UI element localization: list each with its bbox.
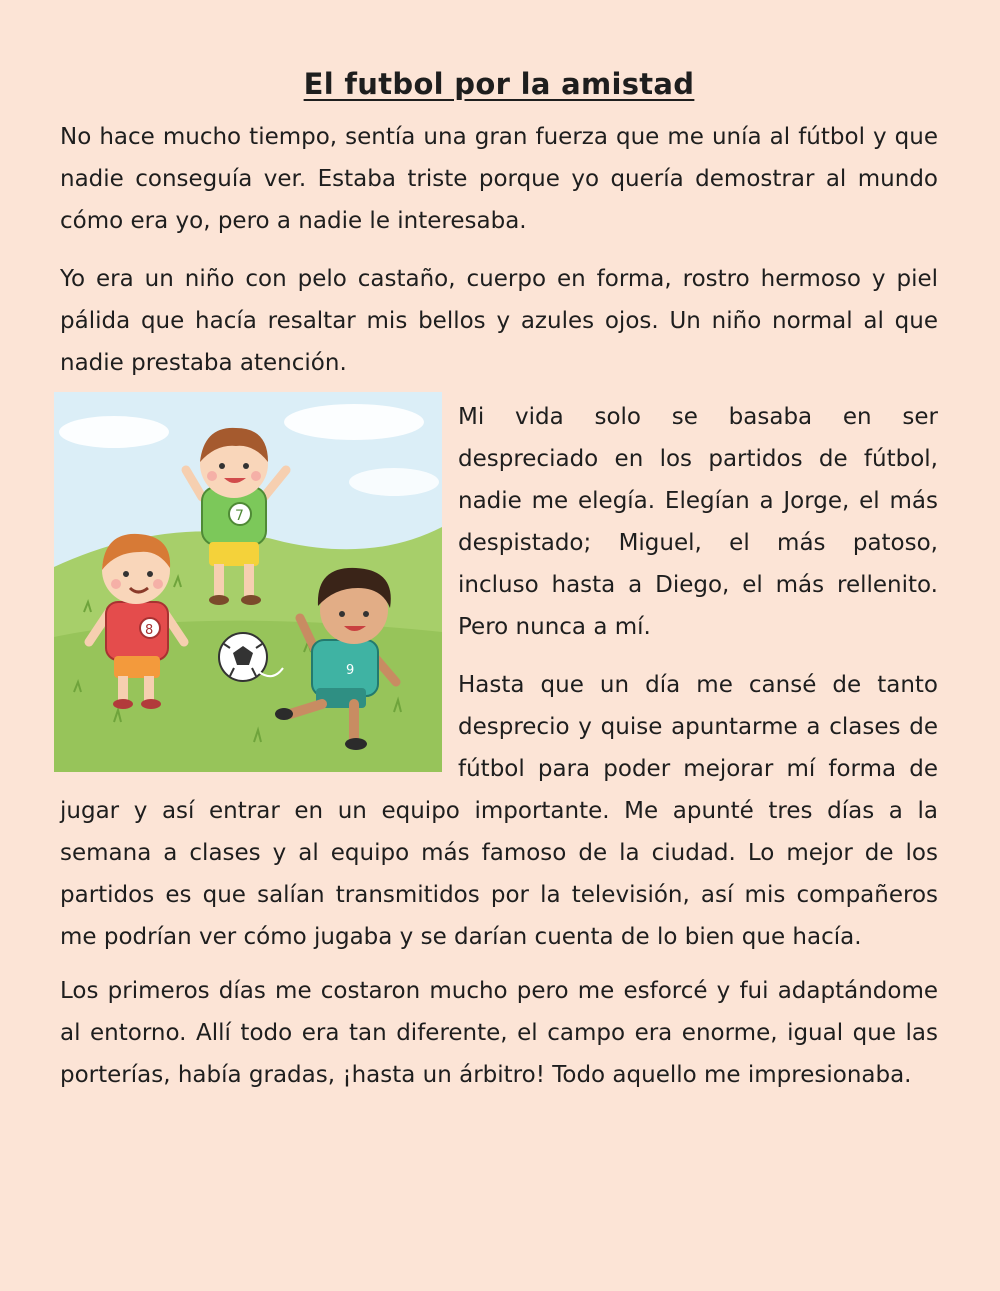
svg-text:9: 9 [346,663,355,678]
story-paragraph-4: Hasta que un día me cansé de tanto desprecio y quise apuntarme a clases de fútbol para poder mejorar mí forma de jugar y así entrar en un equipo importante. Me apunté tres días a la semana a clases y al equipo más famoso de la ciudad. Lo mejor de los partidos es que salían transmitidos por la televisión, así mis compañeros me podrían ver cómo jugaba y se darían cuenta de lo bien que hacía. [60,672,938,950]
story-paragraph-1: No hace mucho tiempo, sentía una gran fuerza que me unía al fútbol y que nadie conseguía ver. Estaba triste porque yo quería demostrar al mundo cómo era yo, pero a nadie le interesaba. [60,124,938,234]
story-title: El futbol por la amistad [303,67,695,101]
story-paragraph-5: Los primeros días me costaron mucho pero me esforcé y fui adaptándome al entorno. Allí todo era tan diferente, el campo era enorme, igual que las porterías, había gradas, ¡hasta un árbitro! Todo aquello me impresionaba. [60,978,938,1088]
story-paragraph-2: Yo era un niño con pelo castaño, cuerpo en forma, rostro hermoso y piel pálida que hacía resaltar mis bellos y azules ojos. Un niño normal al que nadie prestaba atención. [60,266,938,376]
svg-text:8: 8 [145,623,154,638]
children-playing-football-illustration [54,392,442,772]
svg-text:7: 7 [235,508,244,524]
story-paragraph-3: Mi vida solo se basaba en ser despreciado en los partidos de fútbol, nadie me elegía. Elegían a Jorge, el más despistado; Miguel, el más patoso, incluso hasta a Diego, el más rellenito. Pero nunca a mí. [458,404,938,640]
